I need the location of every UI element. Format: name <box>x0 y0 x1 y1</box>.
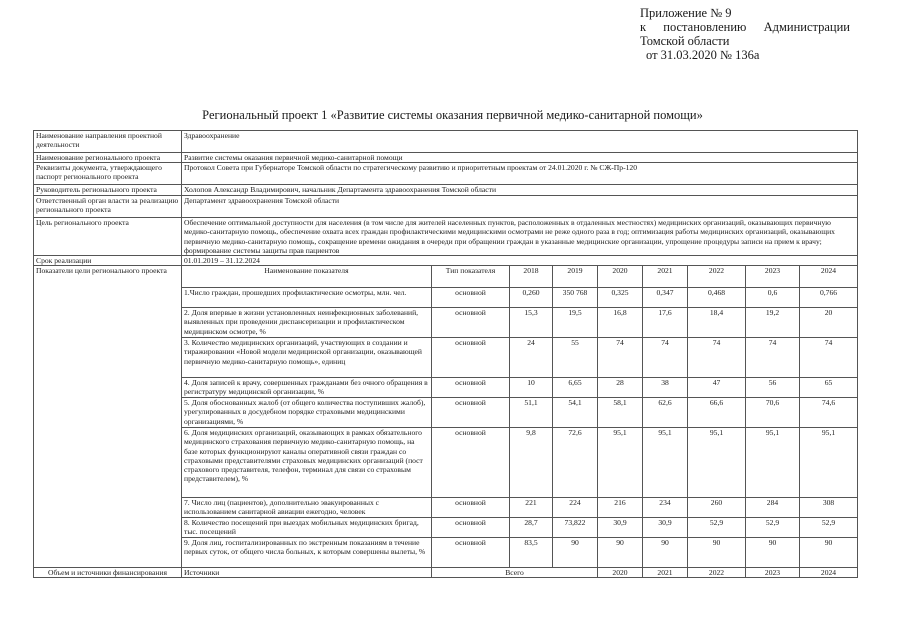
passport-value: 01.01.2019 – 31.12.2024 <box>182 256 858 266</box>
indicator-value: 224 <box>553 498 598 518</box>
year-header: 2024 <box>800 266 858 288</box>
indicator-name: 7. Число лиц (пациентов), дополнительно эвакуированных с использованием санитарной авиации ежегодно, человек <box>182 498 432 518</box>
indicator-value: 55 <box>553 338 598 378</box>
indicator-value: 52,9 <box>746 518 800 538</box>
indicator-value: 56 <box>746 378 800 398</box>
indicator-type: основной <box>432 428 510 498</box>
indicator-value: 52,9 <box>688 518 746 538</box>
indicators-section-label: Показатели цели регионального проекта <box>34 266 182 568</box>
indicator-value: 74 <box>800 338 858 378</box>
passport-label: Наименование направления проектной деятельности <box>34 131 182 153</box>
passport-row <box>34 153 858 163</box>
indicator-type: основной <box>432 518 510 538</box>
indicator-value: 16,8 <box>598 308 643 338</box>
passport-row <box>34 185 858 196</box>
indicator-name: 9. Доля лиц, госпитализированных по экстренным показаниям в течение первых суток, от общего числа больных, к которым совершены вылеты, % <box>182 538 432 568</box>
indicator-value: 350 768 <box>553 288 598 308</box>
passport-value: Холопов Александр Владимирович, начальник Департамента здравоохранения Томской области <box>182 185 858 196</box>
finance-sources-header: Источники <box>182 568 432 578</box>
indicator-value: 0,766 <box>800 288 858 308</box>
indicator-value: 0,347 <box>643 288 688 308</box>
indicator-value: 30,9 <box>598 518 643 538</box>
appendix-block <box>640 6 850 62</box>
indicator-value: 90 <box>553 538 598 568</box>
indicator-value: 260 <box>688 498 746 518</box>
indicator-name: 8. Количество посещений при выездах мобильных медицинских бригад, тыс. посещений <box>182 518 432 538</box>
indicator-value: 74 <box>688 338 746 378</box>
indicator-value: 221 <box>510 498 553 518</box>
indicator-value: 15,3 <box>510 308 553 338</box>
indicator-name-header: Наименование показателя <box>182 266 432 288</box>
indicator-value: 74 <box>746 338 800 378</box>
finance-year-header: 2023 <box>746 568 800 578</box>
appendix-line-2 <box>640 20 850 34</box>
passport-row <box>34 163 858 185</box>
passport-label: Ответственный орган власти за реализацию регионального проекта <box>34 196 182 218</box>
passport-value: Здравоохранение <box>182 131 858 153</box>
indicator-value: 90 <box>643 538 688 568</box>
indicator-value: 308 <box>800 498 858 518</box>
indicator-name: 4. Доля записей к врачу, совершенных гражданами без очного обращения в регистратуру медицинской организации, % <box>182 378 432 398</box>
indicator-value: 24 <box>510 338 553 378</box>
indicator-value: 90 <box>746 538 800 568</box>
indicator-name: 2. Доля впервые в жизни установленных неинфекционных заболеваний, выявленных при проведении диспансеризации и профилактическом медицинском осмотре, % <box>182 308 432 338</box>
year-header: 2020 <box>598 266 643 288</box>
indicator-value: 234 <box>643 498 688 518</box>
indicator-value: 83,5 <box>510 538 553 568</box>
year-header: 2022 <box>688 266 746 288</box>
indicator-value: 18,4 <box>688 308 746 338</box>
indicator-value: 95,1 <box>598 428 643 498</box>
indicator-value: 66,6 <box>688 398 746 428</box>
year-header: 2023 <box>746 266 800 288</box>
document-title: Региональный проект 1 «Развитие системы оказания первичной медико-санитарной помощи» <box>202 108 703 122</box>
indicator-value: 70,6 <box>746 398 800 428</box>
indicator-value: 65 <box>800 378 858 398</box>
indicator-value: 58,1 <box>598 398 643 428</box>
indicator-value: 90 <box>800 538 858 568</box>
passport-value: Департамент здравоохранения Томской области <box>182 196 858 218</box>
indicator-type: основной <box>432 308 510 338</box>
indicator-type-header: Тип показателя <box>432 266 510 288</box>
indicators-header-row <box>34 266 858 288</box>
indicator-value: 47 <box>688 378 746 398</box>
passport-value: Протокол Совета при Губернаторе Томской области по стратегическому развитию и приоритетным проектам от 24.01.2020 г. № СЖ-Пр-120 <box>182 163 858 185</box>
indicator-value: 38 <box>643 378 688 398</box>
indicator-value: 54,1 <box>553 398 598 428</box>
indicator-name: 5. Доля обоснованных жалоб (от общего количества поступивших жалоб), урегулированных в досудебном порядке страховыми медицинскими организациями, % <box>182 398 432 428</box>
indicator-value: 19,2 <box>746 308 800 338</box>
indicator-value: 74 <box>643 338 688 378</box>
finance-year-header: 2024 <box>800 568 858 578</box>
indicator-value: 28,7 <box>510 518 553 538</box>
finance-year-header: 2022 <box>688 568 746 578</box>
indicator-type: основной <box>432 378 510 398</box>
passport-label: Реквизиты документа, утверждающего паспорт регионального проекта <box>34 163 182 185</box>
passport-row <box>34 196 858 218</box>
passport-value: Развитие системы оказания первичной медико-санитарной помощи <box>182 153 858 163</box>
indicator-value: 90 <box>598 538 643 568</box>
indicator-value: 73,822 <box>553 518 598 538</box>
appendix-line-1: Приложение № 9 <box>640 6 732 20</box>
indicator-value: 90 <box>688 538 746 568</box>
indicator-value: 284 <box>746 498 800 518</box>
indicator-type: основной <box>432 338 510 378</box>
finance-label: Объем и источники финансирования <box>34 568 182 578</box>
indicator-type: основной <box>432 538 510 568</box>
passport-row <box>34 256 858 266</box>
indicator-value: 9,8 <box>510 428 553 498</box>
indicator-value: 0,468 <box>688 288 746 308</box>
indicator-value: 72,6 <box>553 428 598 498</box>
indicator-name: 3. Количество медицинских организаций, участвующих в создании и тиражировании «Новой модели медицинской организации, оказывающей первичную медико-санитарную помощь», единиц <box>182 338 432 378</box>
passport-row <box>34 218 858 256</box>
appendix-line-2-k: к <box>640 20 647 34</box>
indicator-value: 0,325 <box>598 288 643 308</box>
indicator-value: 0,260 <box>510 288 553 308</box>
project-passport-table <box>33 130 858 578</box>
indicator-name: 6. Доля медицинских организаций, оказывающих в рамках обязательного медицинского страхования первичную медико-санитарную помощь, на базе которых функционируют каналы оперативной связи граждан со страховыми представителями страховых медицинских организаций (пост страхового представителя, телефон, терминал для связи со страховым представителем), % <box>182 428 432 498</box>
year-header: 2018 <box>510 266 553 288</box>
indicator-value: 6,65 <box>553 378 598 398</box>
indicator-value: 30,9 <box>643 518 688 538</box>
indicator-type: основной <box>432 498 510 518</box>
indicator-value: 95,1 <box>800 428 858 498</box>
indicator-value: 20 <box>800 308 858 338</box>
year-header: 2021 <box>643 266 688 288</box>
indicator-type: основной <box>432 398 510 428</box>
indicator-value: 95,1 <box>746 428 800 498</box>
passport-label: Руководитель регионального проекта <box>34 185 182 196</box>
indicator-value: 0,6 <box>746 288 800 308</box>
passport-value: Обеспечение оптимальной доступности для населения (в том числе для жителей населенных пунктов, расположенных в отдаленных местностях) медицинских организаций, оказывающих первичную медико-санитарную помощь, обеспечение охвата всех граждан профилактическими медицинскими осмотрами не реже одного раза в год; оптимизация работы медицинских организаций, оказывающих первичную медико-санитарную помощь, сокращение времени ожидания в очереди при обращении граждан в указанные медицинские организации, упрощение процедуры записи на прием к врачу; формирование системы защиты прав пациентов <box>182 218 858 256</box>
appendix-line-2-administration: Администрации <box>763 20 850 34</box>
indicator-value: 74,6 <box>800 398 858 428</box>
indicator-value: 62,6 <box>643 398 688 428</box>
passport-label: Наименование регионального проекта <box>34 153 182 163</box>
passport-row <box>34 131 858 153</box>
indicator-type: основной <box>432 288 510 308</box>
indicator-value: 10 <box>510 378 553 398</box>
finance-year-header: 2021 <box>643 568 688 578</box>
indicator-value: 95,1 <box>688 428 746 498</box>
indicator-name: 1.Число граждан, прошедших профилактические осмотры, млн. чел. <box>182 288 432 308</box>
appendix-line-4: от 31.03.2020 № 136а <box>646 48 760 62</box>
indicator-value: 74 <box>598 338 643 378</box>
finance-total-header: Всего <box>432 568 598 578</box>
indicator-value: 52,9 <box>800 518 858 538</box>
finance-row <box>34 568 858 578</box>
passport-label: Цель регионального проекта <box>34 218 182 256</box>
indicator-value: 17,6 <box>643 308 688 338</box>
indicator-value: 216 <box>598 498 643 518</box>
indicator-value: 19,5 <box>553 308 598 338</box>
appendix-line-3: Томской области <box>640 34 730 48</box>
appendix-line-2-resolution: постановлению <box>663 20 747 34</box>
indicator-value: 95,1 <box>643 428 688 498</box>
indicator-value: 28 <box>598 378 643 398</box>
year-header: 2019 <box>553 266 598 288</box>
finance-year-header: 2020 <box>598 568 643 578</box>
passport-label: Срок реализации <box>34 256 182 266</box>
table-body <box>34 131 858 578</box>
indicator-value: 51,1 <box>510 398 553 428</box>
